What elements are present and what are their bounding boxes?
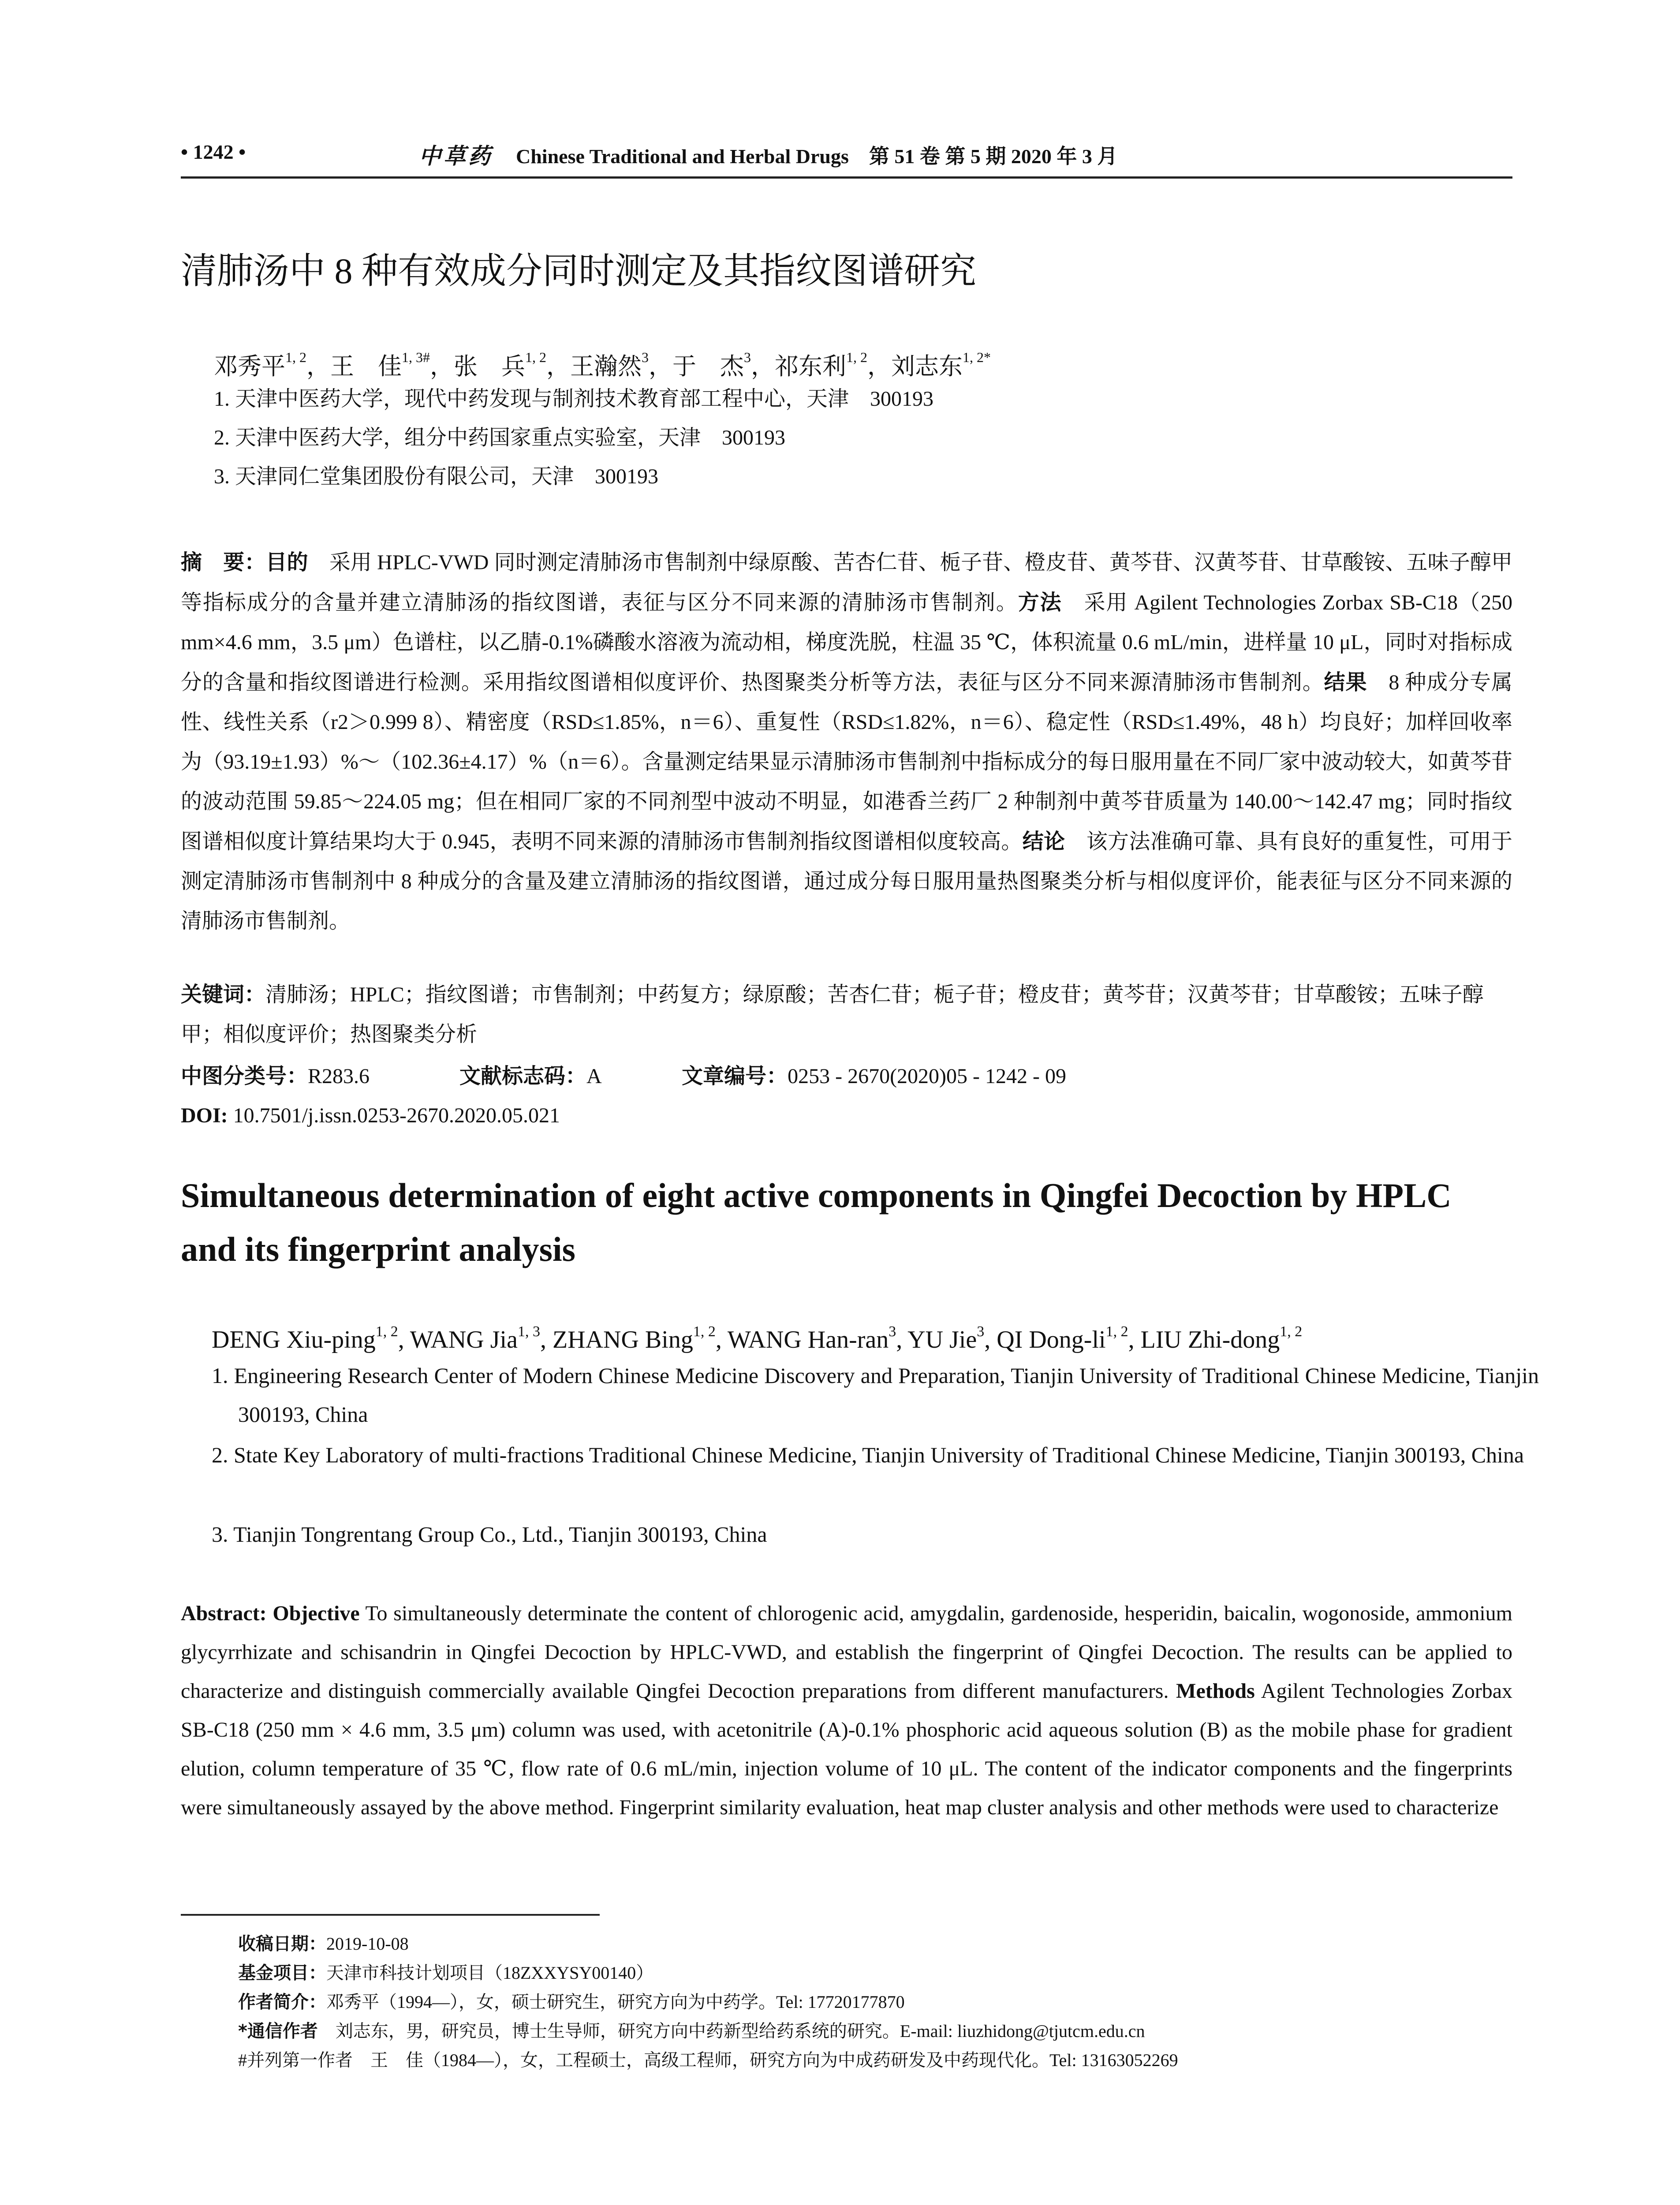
author-affiliation-marker: 1, 2 [525, 349, 546, 365]
title-english: Simultaneous determination of eight active components in Qingfei Decoction by HPLC and its fingerprint analysis [181, 1176, 1452, 1268]
affiliation-cn-2: 2. 天津中医药大学，组分中药国家重点实验室，天津 300193 [214, 426, 786, 449]
author-name: 祁东利 [775, 352, 846, 380]
received-label: 收稿日期： [238, 1934, 326, 1954]
doi-value: 10.7501/j.issn.0253-2670.2020.05.021 [233, 1104, 560, 1127]
doc-code-label: 文献标志码： [459, 1064, 587, 1088]
author-bio [238, 1988, 1178, 2017]
results-label: 结果 [1324, 670, 1367, 695]
author-bio-label: 作者简介： [238, 1992, 326, 2012]
corresponding-value: 刘志东，男，研究员，博士生导师，研究方向中药新型给药系统的研究。E-mail: liuzhidong@tjutcm.edu.cn [317, 2021, 1145, 2041]
author-name: DENG Xiu-ping [212, 1326, 376, 1353]
author-separator: , [398, 1326, 410, 1353]
classification-line [181, 1056, 1512, 1096]
fund-value: 天津市科技计划项目（18ZXXYSY00140） [326, 1963, 654, 1983]
abstract-conclusion: 该方法准确可靠、具有良好的重复性，可用于测定清肺汤市售制剂中 8 种成分的含量及建立清肺汤的指纹图谱，通过成分每日服用量热图聚类分析与相似度评价，能表征与区分不同来源的清肺汤市售制剂。 [181, 830, 1512, 933]
author-name: 于 杰 [672, 352, 744, 380]
author-affiliation-marker: 1, 2 [285, 349, 306, 365]
clc-label: 中图分类号： [181, 1064, 308, 1088]
abstract-chinese [181, 542, 1512, 941]
affiliation-cn-1: 1. 天津中医药大学，现代中药发现与制剂技术教育部工程中心，天津 300193 [214, 387, 934, 411]
author-affiliation-marker: 3 [744, 349, 751, 365]
author-separator: ， [649, 352, 672, 380]
author-bio-value: 邓秀平（1994—），女，硕士研究生，研究方向为中药学。Tel: 17720177870 [326, 1992, 905, 2012]
journal-info: Chinese Traditional and Herbal Drugs 第 51 卷 第 5 期 2020 年 3 月 [516, 145, 1118, 168]
footnotes [238, 1929, 1178, 2075]
author-separator: , [1128, 1326, 1141, 1353]
author-separator: , [540, 1326, 553, 1353]
fund-label: 基金项目： [238, 1963, 326, 1983]
doi-label: DOI: [181, 1104, 228, 1127]
doc-code-value: A [586, 1065, 601, 1088]
co-first-author: #并列第一作者 王 佳（1984—），女，工程硕士，高级工程师，研究方向为中成药研发及中药现代化。Tel: 13163052269 [238, 2050, 1178, 2070]
author-affiliation-marker: 3 [642, 349, 649, 365]
methods-label: 方法 [1018, 590, 1062, 615]
affiliation-cn-3: 3. 天津同仁堂集团股份有限公司，天津 300193 [214, 465, 659, 488]
abstract-objective: 采用 HPLC-VWD 同时测定清肺汤市售制剂中绿原酸、苦杏仁苷、栀子苷、橙皮苷、黄芩苷、汉黄芩苷、甘草酸铵、五味子醇甲等指标成分的含量并建立清肺汤的指纹图谱，表征与区分不同来源的清肺汤市售制剂。 [181, 551, 1512, 614]
author-name: QI Dong-li [997, 1326, 1106, 1353]
author-affiliation-marker: 1, 3# [402, 349, 430, 365]
author-list-english [212, 1314, 1302, 1357]
affiliation-en-1: 1. Engineering Research Center of Modern Chinese Medicine Discovery and Preparation, Tianjin University of Traditional Chinese Medicine, Tianjin 300193, China [212, 1363, 1539, 1427]
affiliation-en-3: 3. Tianjin Tongrentang Group Co., Ltd., Tianjin 300193, China [212, 1522, 767, 1547]
author-name: YU Jie [907, 1326, 977, 1353]
author-name: 王瀚然 [570, 352, 642, 380]
methods-label-en: Methods [1176, 1679, 1255, 1703]
author-name: 刘志东 [891, 352, 963, 380]
affiliation-en-2: 2. State Key Laboratory of multi-fractions Traditional Chinese Medicine, Tianjin University of Traditional Chinese Medicine, Tianjin 300193, China [212, 1443, 1524, 1467]
author-separator: , [984, 1326, 997, 1353]
author-name: LIU Zhi-dong [1140, 1326, 1280, 1353]
journal-logo: 中草药 [419, 144, 493, 168]
author-separator: ， [430, 352, 454, 380]
fund-info [238, 1958, 1178, 1988]
author-separator: , [715, 1326, 728, 1353]
abstract-methods: 采用 Agilent Technologies Zorbax SB-C18（250 mm×4.6 mm，3.5 μm）色谱柱，以乙腈-0.1%磷酸水溶液为流动相，梯度洗脱，柱温 35 ℃，体积流量 0.6 mL/min，进样量 10 μL，同时对指标成分的含量和指纹图谱进行检测。采用指纹图谱相似度评价、热图聚类分析等方法，表征与区分不同来源清肺汤市售制剂。 [181, 591, 1512, 694]
article-no-label: 文章编号： [682, 1064, 788, 1088]
author-name: 王 佳 [330, 352, 402, 380]
received-date [238, 1929, 1178, 1958]
abstract-label-en: Abstract: [181, 1602, 267, 1625]
author-separator: ， [751, 352, 775, 380]
author-name: 张 兵 [454, 352, 525, 380]
author-separator: ， [546, 352, 570, 380]
keywords-chinese [181, 975, 1512, 1054]
author-affiliation-marker: 3 [889, 1323, 896, 1340]
article-no-value: 0253 - 2670(2020)05 - 1242 - 09 [788, 1065, 1066, 1088]
author-affiliation-marker: 1, 2 [1105, 1323, 1128, 1340]
abstract-label: 摘 要： [181, 550, 266, 575]
page-number: • 1242 • [181, 141, 246, 163]
author-name: ZHANG Bing [552, 1326, 693, 1353]
footnote-divider [181, 1914, 600, 1916]
corresponding-author [238, 2017, 1178, 2046]
author-name: WANG Han-ran [727, 1326, 889, 1353]
author-separator: ， [306, 352, 330, 380]
abstract-results: 8 种成分专属性、线性关系（r2＞0.999 8）、精密度（RSD≤1.85%，n＝6）、重复性（RSD≤1.82%，n＝6）、稳定性（RSD≤1.49%，48 h）均良好；加样回收率为（93.19±1.93）%～（102.36±4.17）%（n＝6）。含量测定结果显示清肺汤市售制剂中指标成分的每日服用量在不同厂家中波动较大，如黄芩苷的波动范围 59.85～224.05 mg；但在相同厂家的不同剂型中波动不明显，如港香兰药厂 2 种制剂中黄芩苷质量为 140.00～142.47 mg；同时指纹图谱相似度计算结果均大于 0.945，表明不同来源的清肺汤市售制剂指纹图谱相似度较高。 [181, 671, 1512, 853]
author-affiliation-marker: 1, 2 [375, 1323, 398, 1340]
author-affiliation-marker: 1, 2* [963, 349, 991, 365]
clc-value: R283.6 [308, 1065, 370, 1088]
author-separator: ， [867, 352, 891, 380]
author-list-chinese [214, 340, 991, 384]
header-divider [181, 176, 1512, 179]
keywords-text: 清肺汤；HPLC；指纹图谱；市售制剂；中药复方；绿原酸；苦杏仁苷；栀子苷；橙皮苷；黄芩苷；汉黄芩苷；甘草酸铵；五味子醇甲；相似度评价；热图聚类分析 [181, 983, 1484, 1046]
doi-line [181, 1096, 1512, 1136]
abstract-english [181, 1594, 1512, 1827]
author-affiliation-marker: 1, 2 [693, 1323, 716, 1340]
keywords-label: 关键词： [181, 982, 266, 1007]
corresponding-label: *通信作者 [238, 2021, 318, 2041]
author-affiliation-marker: 1, 2 [846, 349, 867, 365]
author-affiliation-marker: 1, 2 [1280, 1323, 1303, 1340]
title-chinese: 清肺汤中 8 种有效成分同时测定及其指纹图谱研究 [181, 251, 977, 291]
conclusion-label: 结论 [1022, 829, 1065, 854]
abstract-objective-en: To simultaneously determinate the content of chlorogenic acid, amygdalin, gardenoside, hesperidin, baicalin, wogonoside, ammonium glycyrrhizate and schisandrin in Qingfei Decoction by HPLC-VWD, and establish the fingerprint of Qingfei Decoction. The results can be applied to characterize and distinguish commercially available Qingfei Decoction preparations from different manufacturers. [181, 1602, 1513, 1703]
author-name: 邓秀平 [214, 352, 285, 380]
author-affiliation-marker: 1, 3 [517, 1323, 540, 1340]
abstract-methods-en: Agilent Technologies Zorbax SB-C18 (250 mm × 4.6 mm, 3.5 μm) column was used, with acetonitrile (A)-0.1% phosphoric acid aqueous solution (B) as the mobile phase for gradient elution, column temperature of 35 ℃, flow rate of 0.6 mL/min, injection volume of 10 μL. The content of the indicator components and the fingerprints were simultaneously assayed by the above method. Fingerprint similarity evaluation, heat map cluster analysis and other methods were used to characterize [181, 1679, 1513, 1819]
author-affiliation-marker: 3 [977, 1323, 985, 1340]
author-separator: , [896, 1326, 908, 1353]
author-name: WANG Jia [410, 1326, 518, 1353]
objective-label-en: Objective [273, 1602, 360, 1625]
objective-label: 目的 [265, 550, 308, 575]
received-value: 2019-10-08 [326, 1934, 409, 1954]
running-header [181, 140, 1512, 167]
